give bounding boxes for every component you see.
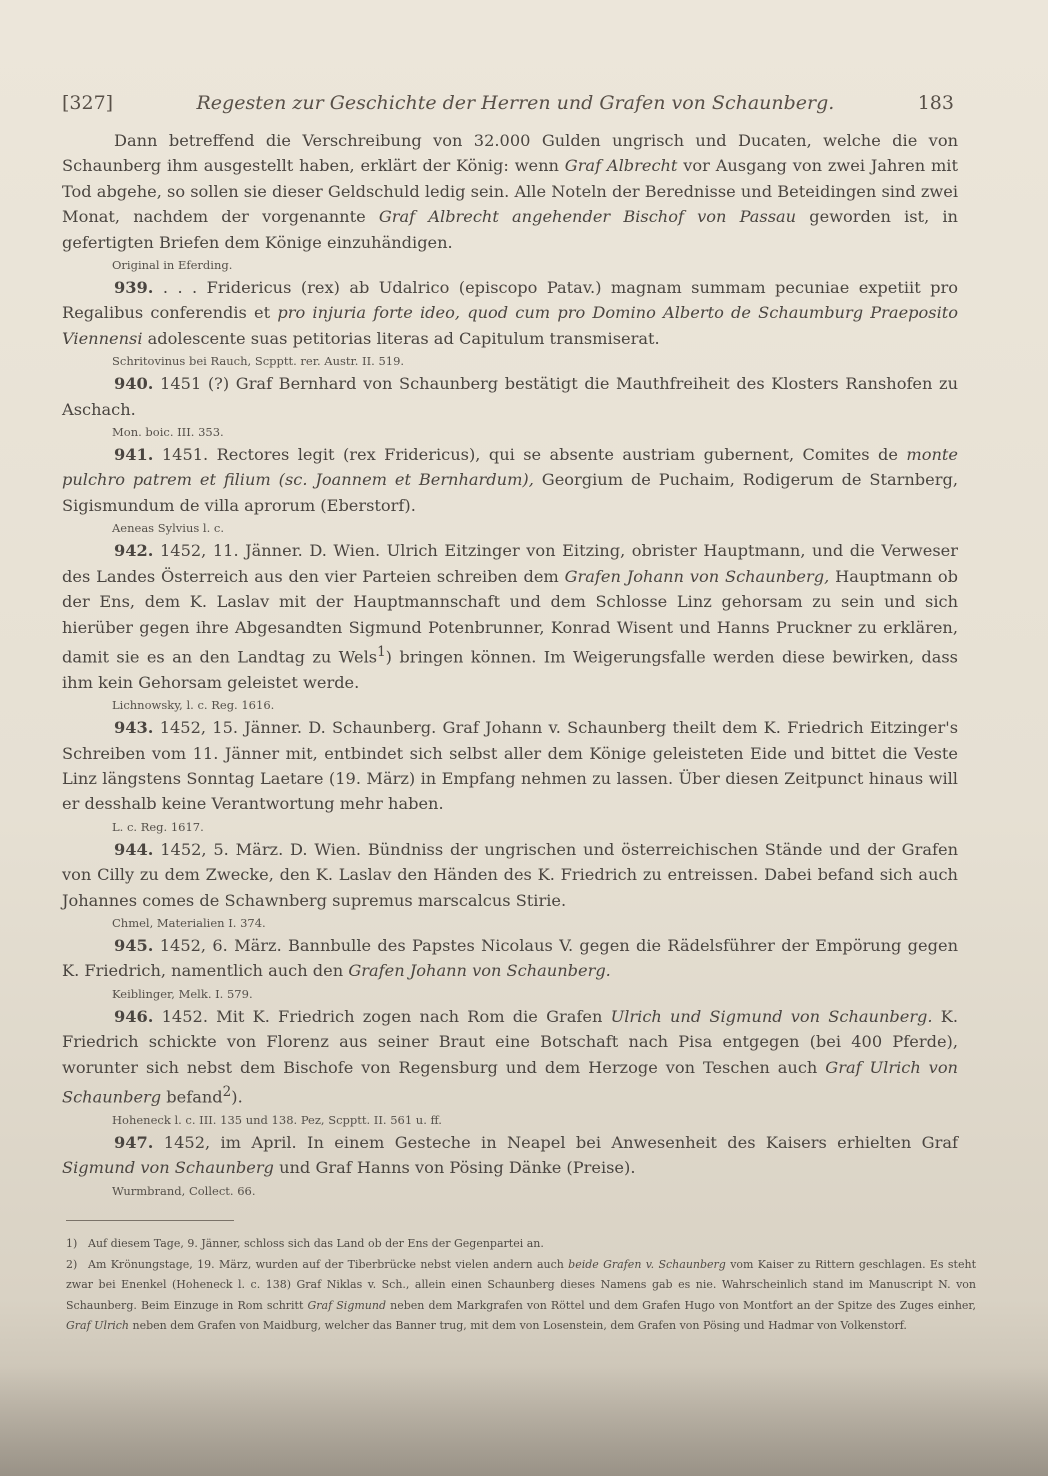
running-title: Regesten zur Geschichte der Herren und Grafen von Schaunberg. bbox=[196, 92, 835, 114]
source-citation: Original in Eferding. bbox=[112, 258, 233, 273]
entry-939: 939. . . . Fridericus (rex) ab Udalrico (episcopo Patav.) magnam summam pecuniae expetiit pro Regalibus conferendis et pro injuria forte ideo, quod cum pro Domino Alberto de Schaumburg Praeposito Viennensi adolescente suas petitorias literas ad Capitulum transmiserat. bbox=[62, 278, 958, 348]
entry-941: 941. 1451. Rectores legit (rex Fridericus), qui se absente austriam gubernent, Comites de monte pulchro patrem et filium (sc. Joannem et Bernhardum), Georgium de Puchaim, Rodigerum de Starnberg, Sigismundum de villa aprorum (Eberstorf). bbox=[62, 445, 958, 515]
source-citation: Keiblinger, Melk. I. 579. bbox=[112, 986, 253, 1001]
regesten-body bbox=[62, 128, 958, 1201]
footnote-2: 2) Am Krönungstage, 19. März, wurden auf der Tiberbrücke nebst vielen andern auch beide Grafen v. Schaunberg vom Kaiser zu Rittern geschlagen. Es steht zwar bei Enenkel (Hoheneck l. c. 138) Graf Niklas v. Sch., allein einen Schaunberg dieses Namens gab es nie. Wahrscheinlich stand im Manuscript N. von Schaunberg. Beim Einzuge in Rom schritt Graf Sigmund neben dem Markgrafen von Röttel und dem Grafen Hugo von Montfort an der Spitze des Zuges einher, Graf Ulrich neben dem Grafen von Maidburg, welcher das Banner trug, mit dem von Losenstein, dem Grafen von Pösing und Hadmar von Volkenstorf. bbox=[66, 1257, 976, 1332]
source-citation: Wurmbrand, Collect. 66. bbox=[112, 1183, 256, 1198]
entry-943: 943. 1452, 15. Jänner. D. Schaunberg. Graf Johann v. Schaunberg theilt dem K. Friedrich Eitzinger's Schreiben vom 11. Jänner mit, entbindet sich selbst aller dem Könige geleisteten Eide und bittet die Veste Linz längstens Sonntag Laetare (19. März) in Empfang nehmen zu lassen. Über diesen Zeitpunct hinaus will er desshalb keine Verantwortung mehr haben. bbox=[62, 718, 958, 814]
footnote-divider bbox=[66, 1220, 234, 1221]
entry-947: 947. 1452, im April. In einem Gesteche in Neapel bei Anwesenheit des Kaisers erhielten Graf Sigmund von Schaunberg und Graf Hanns von Pösing Dänke (Preise). bbox=[62, 1132, 958, 1178]
source-citation: Chmel, Materialien I. 374. bbox=[112, 915, 266, 930]
intro-paragraph: Dann betreffend die Verschreibung von 32.000 Gulden ungrisch und Ducaten, welche die von Schaunberg ihm ausgestellt haben, erklärt der König: wenn Graf Albrecht vor Ausgang von zwei Jahren mit Tod abgehe, so sollen sie dieser Geldschuld ledig sein. Alle Noteln der Berednisse und Beteidingen sind zwei Monat, nachdem der vorgenannte Graf Albrecht angehender Bischof von Passau geworden ist, in gefertigten Briefen dem Könige einzuhändigen. bbox=[62, 131, 959, 252]
footnote-ref-2: 2 bbox=[222, 1083, 232, 1100]
running-head bbox=[62, 92, 954, 114]
source-citation: Hoheneck l. c. III. 135 und 138. Pez, Scpptt. II. 561 u. ff. bbox=[112, 1112, 442, 1127]
entry-944: 944. 1452, 5. März. D. Wien. Bündniss der ungrischen und österreichischen Stände und der Grafen von Cilly zu dem Zwecke, den K. Laslav den Händen des K. Friedrich zu entreissen. Dabei befand sich auch Johannes comes de Schawnberg supremus marscalcus Stirie. bbox=[62, 839, 958, 910]
entry-945: 945. 1452, 6. März. Bannbulle des Papstes Nicolaus V. gegen die Rädelsführer der Empörung gegen K. Friedrich, namentlich auch den Grafen Johann von Schaunberg. bbox=[62, 935, 958, 981]
entry-940: 940. 1451 (?) Graf Bernhard von Schaunberg bestätigt die Mauthfreiheit des Klosters Ranshofen zu Aschach. bbox=[62, 374, 958, 419]
source-citation: Aeneas Sylvius l. c. bbox=[112, 521, 225, 536]
entry-942: 942. 1452, 11. Jänner. D. Wien. Ulrich Eitzinger von Eitzing, obrister Hauptmann, und die Verweser des Landes Österreich aus den vier Parteien schreiben dem Grafen Johann von Schaunberg, Hauptmann ob der Ens, dem K. Laslav mit der Hauptmannschaft und dem Schlosse Linz gehorsam zu sein und sich hierüber gegen ihre Abgesandten Sigmund Potenbrunner, Konrad Wisent und Hanns Pruckner zu erklären, damit sie es an den Landtag zu Wels$^1$) bringen können. Im Weigerungsfalle werden diese bewirken, dass ihm kein Gehorsam geleistet werde. bbox=[62, 541, 959, 692]
page-number: 183 bbox=[917, 92, 954, 114]
source-citation: L. c. Reg. 1617. bbox=[112, 819, 204, 834]
source-citation: Schritovinus bei Rauch, Scpptt. rer. Austr. II. 519. bbox=[112, 354, 405, 369]
source-citation: Lichnowsky, l. c. Reg. 1616. bbox=[112, 698, 275, 713]
footnotes bbox=[66, 1234, 976, 1337]
source-citation: Mon. boic. III. 353. bbox=[112, 425, 224, 440]
footnote-ref-1: 1 bbox=[377, 643, 386, 660]
footnote-1: 1) Auf diesem Tage, 9. Jänner, schloss sich das Land ob der Ens der Gegenpartei an. bbox=[66, 1237, 544, 1250]
entry-946: 946. 1452. Mit K. Friedrich zogen nach Rom die Grafen Ulrich und Sigmund von Schaunberg. K. Friedrich schickte von Florenz aus seiner Braut eine Botschaft nach Pisa entgegen (bei 400 Pferde), worunter sich nebst dem Bischofe von Regensburg und dem Herzoge von Teschen auch Graf Ulrich von Schaunberg befand$^2$). bbox=[62, 1006, 959, 1107]
page-reference: [327] bbox=[62, 92, 114, 114]
